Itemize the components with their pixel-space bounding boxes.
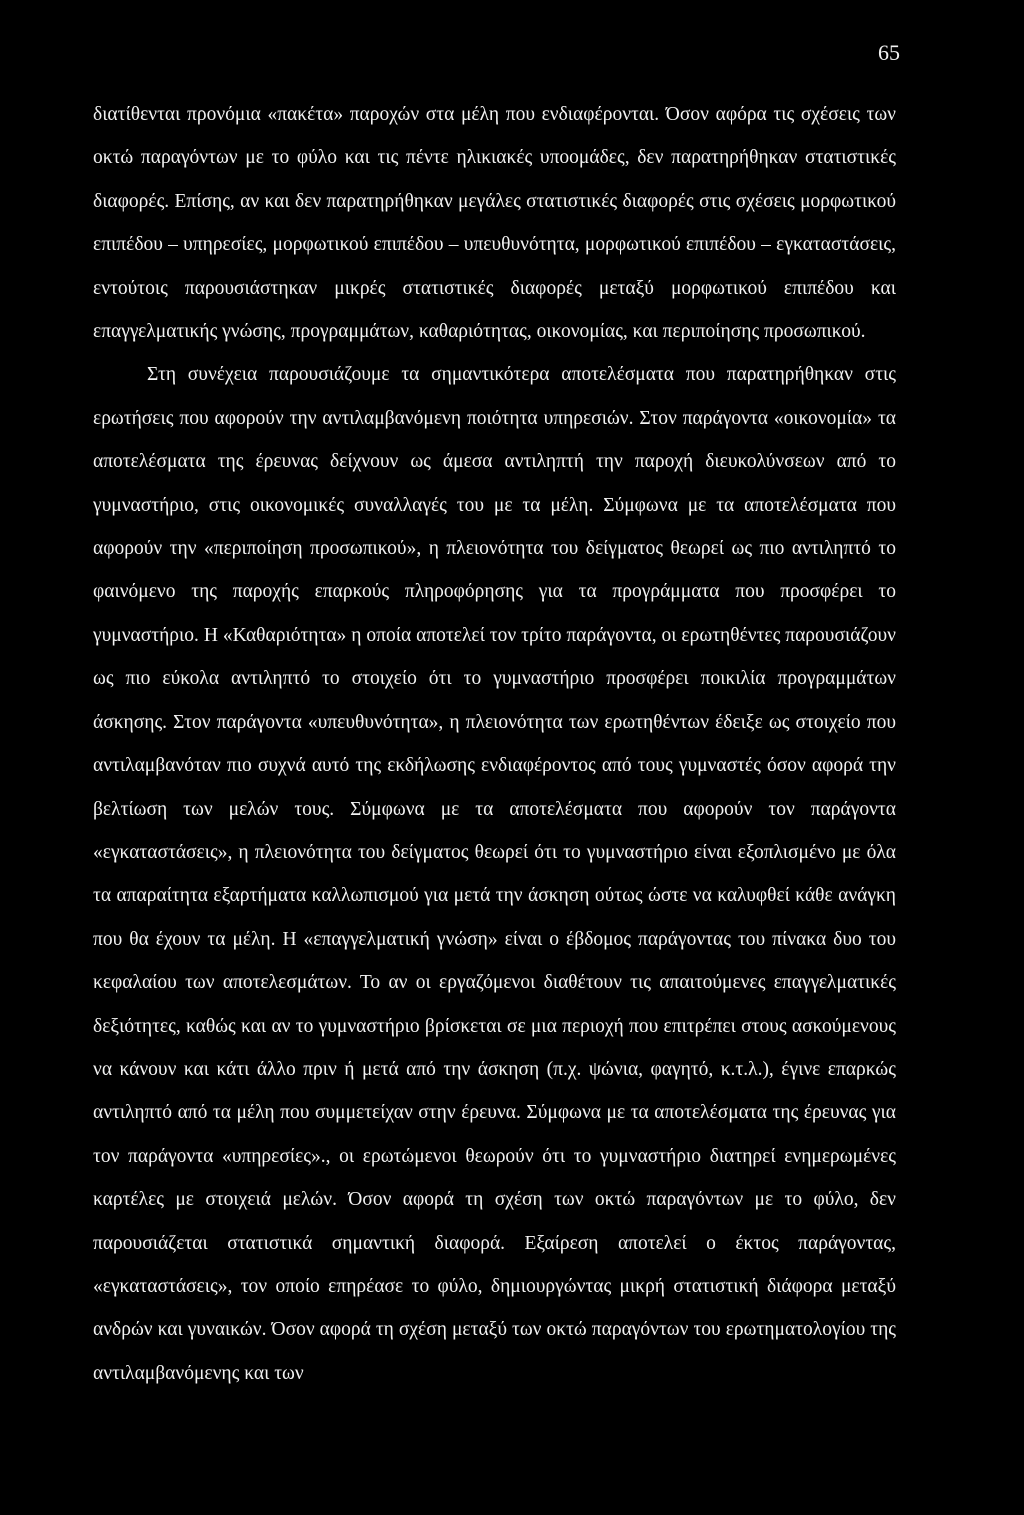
- paragraph-continuation: διατίθενται προνόμια «πακέτα» παροχών στα μέλη που ενδιαφέρονται. Όσον αφόρα τις σχέσεις των οκτώ παραγόντων με το φύλο και τις πέντε ηλικιακές υποομάδες, δεν παρατηρήθηκαν στατιστικές διαφορές. Επίσης, αν και δεν παρατηρήθηκαν μεγάλες στατιστικές διαφορές στις σχέσεις μορφωτικού επιπέδου – υπηρεσίες, μορφωτικού επιπέδου – υπευθυνότητα, μορφωτικού επιπέδου – εγκαταστάσεις, εντούτοις παρουσιάστηκαν μικρές στατιστικές διαφορές μεταξύ μορφωτικού επιπέδου και επαγγελματικής γνώσης, προγραμμάτων, καθαριότητας, οικονομίας, και περιποίησης προσωπικού.: [93, 104, 896, 343]
- paragraph-results-summary: Στη συνέχεια παρουσιάζουμε τα σημαντικότερα αποτελέσματα που παρατηρήθηκαν στις ερωτήσεις που αφορούν την αντιλαμβανόμενη ποιότητα υπηρεσιών. Στον παράγοντα «οικονομία» τα αποτελέσματα της έρευνας δείχνουν ως άμεσα αντιληπτή την παροχή διευκολύνσεων από το γυμναστήριο, στις οικονομικές συναλλαγές του με τα μέλη. Σύμφωνα με τα αποτελέσματα που αφορούν την «περιποίηση προσωπικού», η πλειονότητα του δείγματος θεωρεί ως πιο αντιληπτό το φαινόμενο της παροχής επαρκούς πληροφόρησης για τα προγράμματα που προσφέρει το γυμναστήριο. Η «Καθαριότητα» η οποία αποτελεί τον τρίτο παράγοντα, οι ερωτηθέντες παρουσιάζουν ως πιο εύκολα αντιληπτό το στοιχείο ότι το γυμναστήριο προσφέρει ποικιλία προγραμμάτων άσκησης. Στον παράγοντα «υπευθυνότητα», η πλειονότητα των ερωτηθέντων έδειξε ως στοιχείο που αντιλαμβανόταν πιο συχνά αυτό της εκδήλωσης ενδιαφέροντος από τους γυμναστές όσον αφορά την βελτίωση των μελών τους. Σύμφωνα με τα αποτελέσματα που αφορούν τον παράγοντα «εγκαταστάσεις», η πλειονότητα του δείγματος θεωρεί ότι το γυμναστήριο είναι εξοπλισμένο με όλα τα απαραίτητα εξαρτήματα καλλωπισμού για μετά την άσκηση ούτως ώστε να καλυφθεί κάθε ανάγκη που θα έχουν τα μέλη. Η «επαγγελματική γνώση» είναι ο έβδομος παράγοντας του πίνακα δυο του κεφαλαίου των αποτελεσμάτων. Το αν οι εργαζόμενοι διαθέτουν τις απαιτούμενες επαγγελματικές δεξιότητες, καθώς και αν το γυμναστήριο βρίσκεται σε μια περιοχή που επιτρέπει στους ασκούμενους να κάνουν και κάτι άλλο πριν ή μετά από την άσκηση (π.χ. ψώνια, φαγητό, κ.τ.λ.), έγινε επαρκώς αντιληπτό από τα μέλη που συμμετείχαν στην έρευνα. Σύμφωνα με τα αποτελέσματα της έρευνας για τον παράγοντα «υπηρεσίες»., οι ερωτώμενοι θεωρούν ότι το γυμναστήριο διατηρεί ενημερωμένες καρτέλες με στοιχειά μελών. Όσον αφορά τη σχέση των οκτώ παραγόντων με το φύλο, δεν παρουσιάζεται στατιστικά σημαντική διαφορά. Εξαίρεση αποτελεί ο έκτος παράγοντας, «εγκαταστάσεις», τον οποίο επηρέασε το φύλο, δημιουργώντας μικρή στατιστική διάφορα μεταξύ ανδρών και γυναικών. Όσον αφορά τη σχέση μεταξύ των οκτώ παραγόντων του ερωτηματολογίου της αντιλαμβανόμενης και των: [93, 364, 896, 1384]
- page-body: [93, 93, 896, 1395]
- page-number: 65: [878, 40, 900, 65]
